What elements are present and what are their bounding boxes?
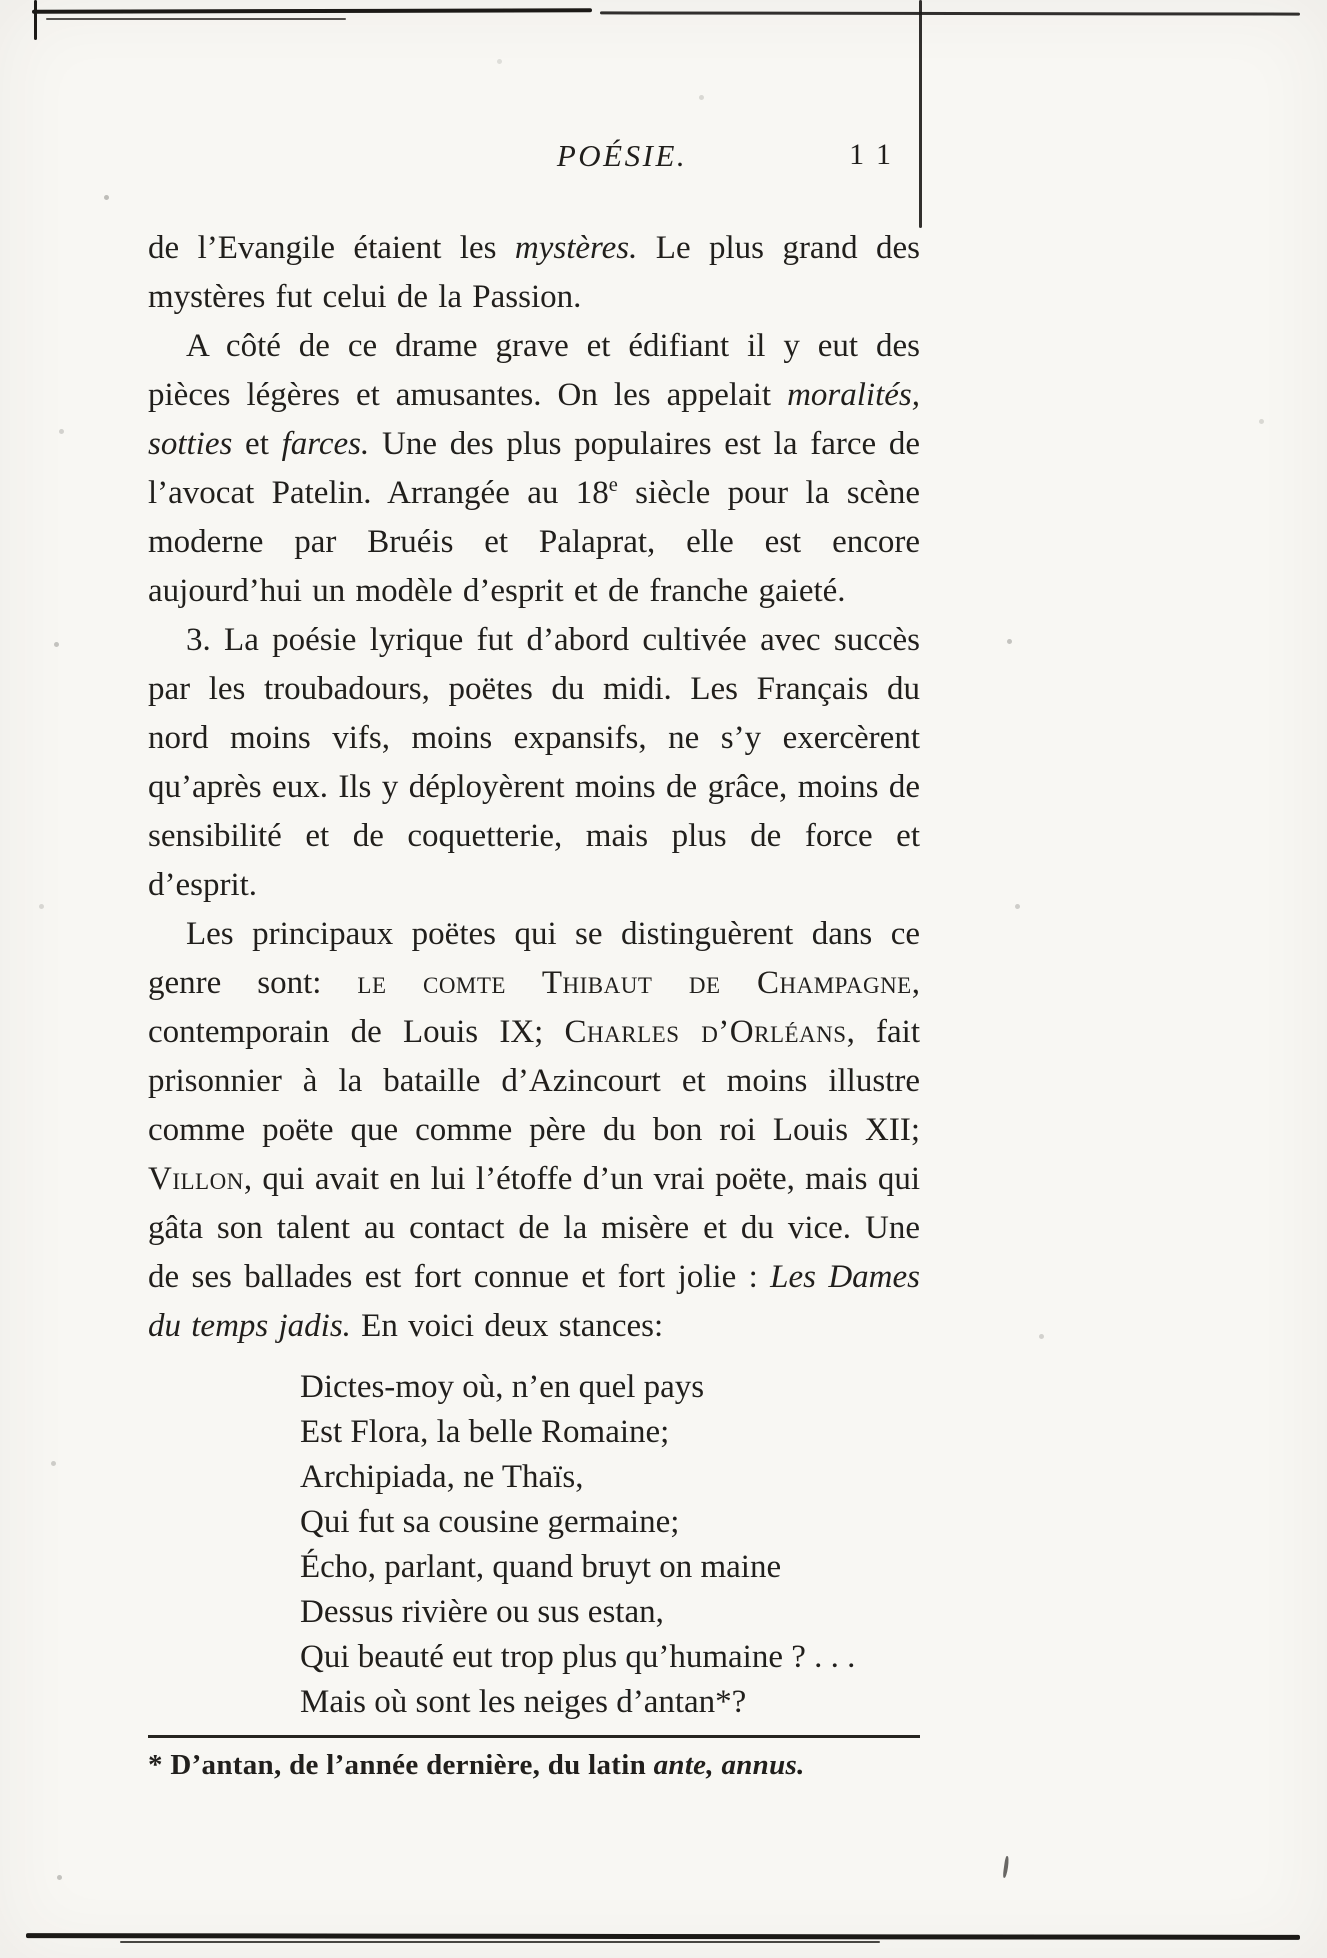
- scan-artifact-bottom-edge: [120, 1941, 880, 1943]
- poem-line: Qui beauté eut trop plus qu’humaine ? . . .: [300, 1639, 856, 1675]
- text-segment: moralités, sotties: [148, 377, 920, 462]
- poem-line: Archipiada, ne Thaïs,: [300, 1459, 584, 1495]
- text-segment: * D’antan, de l’année dernière, du latin: [148, 1749, 654, 1781]
- text-segment: , contemporain de Louis IX;: [148, 965, 920, 1050]
- body-text: [148, 224, 920, 1351]
- text-segment: Une des plus populaires est la farce de l’avocat Patelin. Arrangée au 18: [148, 426, 920, 511]
- text-segment: , qui avait en lui l’étoffe d’un vrai poëte, mais qui gâta son talent au contact de la misère et du vice. Une de ses ballades est fort connue et fort jolie :: [148, 1161, 920, 1295]
- poem-line: Écho, parlant, quand bruyt on maine: [300, 1549, 782, 1585]
- scan-artifact-top-edge: [46, 18, 346, 20]
- scan-artifact-bottom-right-mark: [1002, 1856, 1009, 1878]
- poem-line: Dessus rivière ou sus estan,: [300, 1594, 664, 1630]
- text-segment: ante, annus.: [653, 1749, 805, 1781]
- paragraph: [148, 224, 920, 322]
- paragraph: [148, 910, 920, 1351]
- text-segment: siècle pour la scène moderne par Bruéis et Palaprat, elle est encore aujourd’hui un modèle d’esprit et de franche gaieté.: [148, 475, 920, 609]
- text-segment: , fait prisonnier à la bataille d’Azincourt et moins illustre comme poëte que comme père du bon roi Louis XII;: [148, 1014, 920, 1148]
- poem-line: Mais où sont les neiges d’antan*?: [300, 1684, 747, 1720]
- scan-artifact-top-edge: [600, 11, 1300, 15]
- text-segment: Villon: [148, 1161, 244, 1197]
- footnote: [148, 1747, 920, 1783]
- text-segment: de l’Evangile étaient les: [148, 230, 515, 266]
- text-segment: Les Dames du temps jadis.: [148, 1259, 921, 1344]
- text-segment: Charles d’Orléans: [564, 1014, 847, 1050]
- text-segment: le comte Thibaut de Champagne: [357, 965, 912, 1001]
- text-segment: En voici deux stances:: [350, 1308, 664, 1344]
- scan-artifact-top-edge: [32, 8, 592, 13]
- text-segment: 3. La poésie lyrique fut d’abord cultivée avec succès par les troubadours, poëtes du midi. Les Français du nord moins vifs, moins expansifs, ne s’y exercèrent qu’après eux. Ils y déployèrent moins de grâce, moins de sensibilité et de coquetterie, mais plus de force et d’esprit.: [148, 622, 920, 903]
- text-segment: farces.: [281, 426, 370, 462]
- paragraph: [148, 616, 920, 910]
- text-segment: Le plus grand des mystères fut celui de la Passion.: [148, 230, 920, 315]
- text-segment: Les principaux poëtes qui se distinguèrent dans ce genre sont:: [148, 916, 920, 1001]
- text-segment: e: [608, 474, 618, 496]
- poem-line: Dictes-moy où, n’en quel pays: [300, 1369, 705, 1405]
- page-number: 11: [849, 138, 904, 171]
- poem-stanza: [300, 1365, 920, 1725]
- poem-line: Est Flora, la belle Romaine;: [300, 1414, 670, 1450]
- page-header: [148, 138, 920, 184]
- running-title: POÉSIE.: [556, 138, 688, 173]
- scan-artifact-bottom-edge: [26, 1933, 1300, 1940]
- poem-line: Qui fut sa cousine germaine;: [300, 1504, 680, 1540]
- text-segment: et: [232, 426, 282, 462]
- scan-artifact-left-tick: [34, 0, 37, 40]
- text-block: [148, 138, 920, 1783]
- footnote-rule: [148, 1735, 920, 1738]
- scan-speckles: [0, 0, 3, 3]
- text-segment: mystères.: [514, 230, 638, 266]
- text-segment: A côté de ce drame grave et édifiant il y eut des pièces légères et amusantes. On les appelait: [148, 328, 920, 413]
- paragraph: [148, 322, 920, 616]
